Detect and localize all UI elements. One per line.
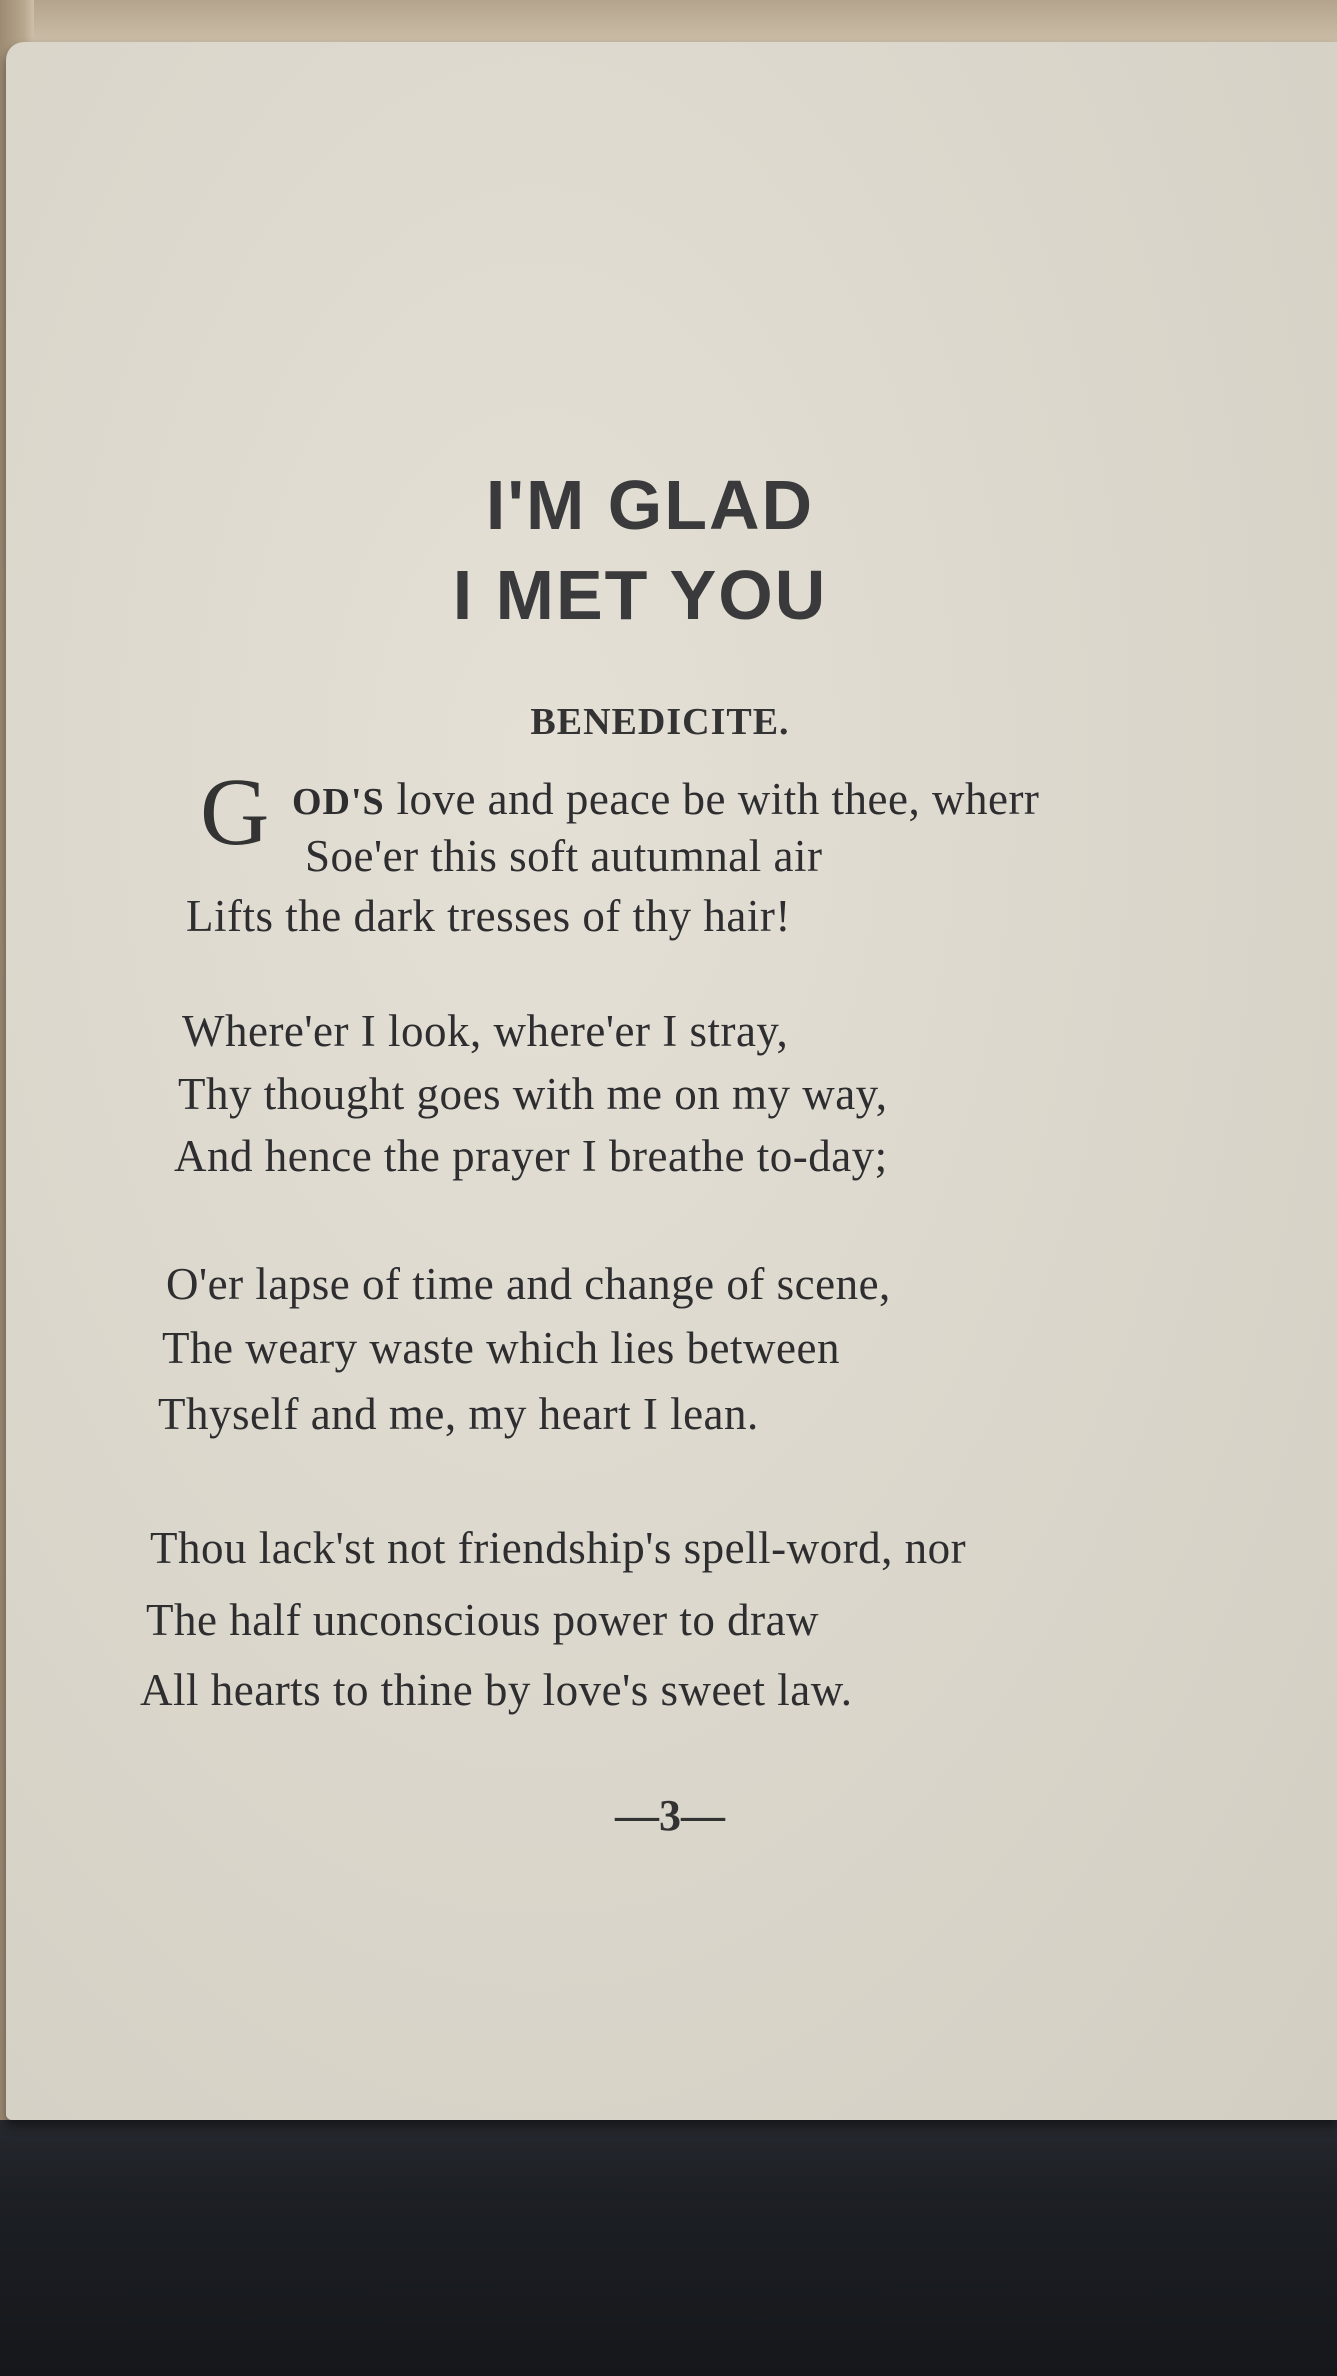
poem-line: Thou lack'st not friendship's spell-word, nor: [150, 1523, 967, 1573]
poem-line: Where'er I look, where'er I stray,: [182, 1006, 789, 1056]
drop-cap: G: [200, 758, 270, 865]
poem-line: All hearts to thine by love's sweet law.: [140, 1665, 853, 1715]
poem-line: The half unconscious power to draw: [146, 1595, 820, 1645]
poem-line: O'er lapse of time and change of scene,: [166, 1259, 891, 1309]
poem-line: And hence the prayer I breathe to-day;: [174, 1131, 888, 1181]
poem-line: The weary waste which lies between: [162, 1323, 840, 1373]
dark-cloth-background: [0, 2080, 1337, 2376]
page-number: —3—: [615, 1791, 725, 1840]
poem-line: Soe'er this soft autumnal air: [305, 831, 823, 881]
page-title-line-1: I'M GLAD: [485, 466, 815, 544]
poem-line: Thyself and me, my heart I lean.: [158, 1389, 759, 1439]
poem-heading: BENEDICITE.: [530, 701, 790, 743]
first-line-rest: love and peace be with thee, wherr: [384, 774, 1040, 824]
poem-line: Thy thought goes with me on my way,: [178, 1069, 888, 1119]
page-title-line-2: I MET YOU: [452, 556, 828, 634]
poem-line: Lifts the dark tresses of thy hair!: [186, 891, 791, 941]
first-word-small-caps: OD'S: [292, 781, 385, 823]
poem-first-line: [292, 773, 1039, 825]
